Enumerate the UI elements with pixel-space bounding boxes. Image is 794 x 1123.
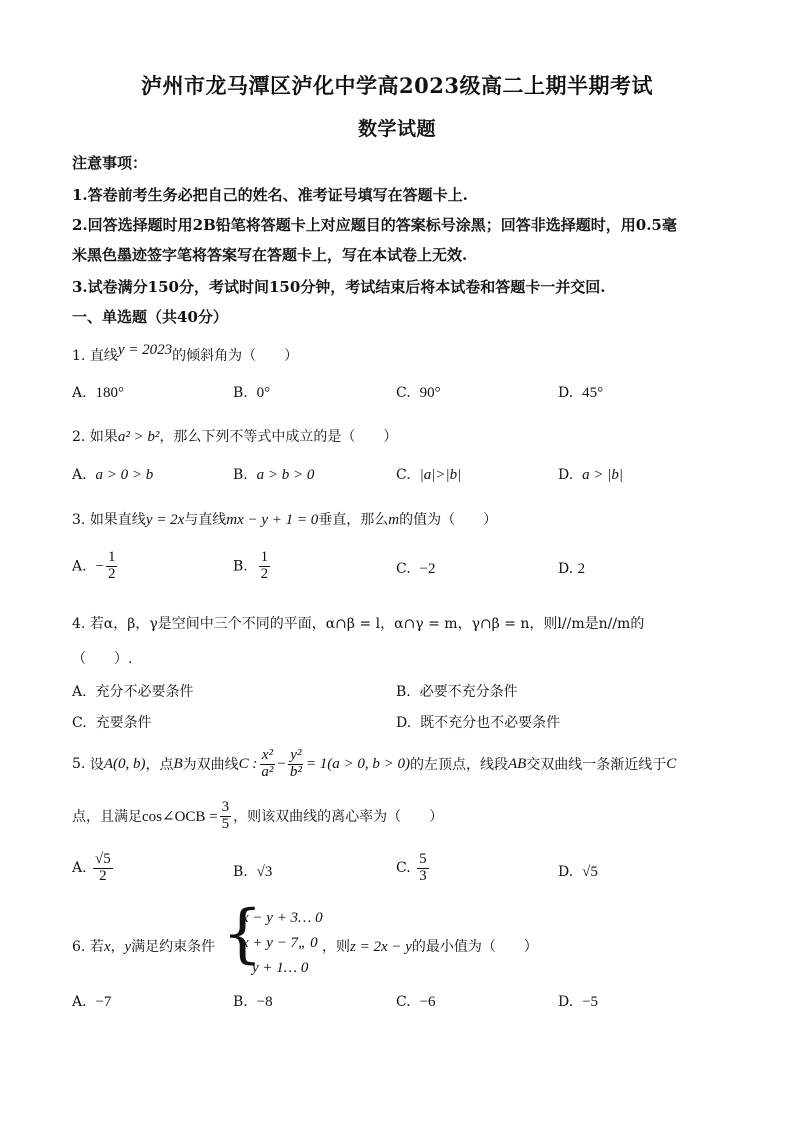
notice-item-2-cont: 米黑色墨迹签字笔将答案写在答题卡上，写在本试卷上无效.: [72, 246, 468, 264]
notice-item-3: 3.试卷满分150分，考试时间150分钟，考试结束后将本试卷和答题卡一并交回.: [72, 278, 606, 296]
question-1: [72, 342, 299, 365]
option-1a: A. 180°: [72, 385, 124, 401]
constraint-3: y + 1… 0: [252, 960, 309, 976]
constraint-1: x − y + 3… 0: [242, 910, 323, 926]
option-4c: C. 充要条件: [72, 715, 152, 731]
option-2a: A. a > 0 > b: [72, 467, 154, 483]
notice-item-1: 1.答卷前考生务必把自己的姓名、准考证号填写在答题卡上.: [72, 186, 468, 204]
option-1b: B. 0°: [233, 385, 271, 401]
section-heading-single-choice: 一、单选题（共40分）: [72, 308, 228, 326]
option-3c: C. −2: [396, 561, 436, 577]
question-6-cont: ，则z = 2x − y的最小值为（ ）: [322, 939, 538, 955]
question-6: 6. 若x，y满足约束条件: [72, 939, 216, 955]
option-4b: B. 必要不充分条件: [396, 684, 518, 700]
constraint-2: x + y − 7„ 0: [242, 935, 318, 951]
math-expression: y = 2023: [117, 342, 173, 358]
option-6d: D. −5: [558, 994, 599, 1010]
question-text: 直线: [89, 348, 118, 364]
question-text: 的倾斜角为（ ）: [172, 348, 299, 364]
option-5b: B. √3: [233, 864, 273, 880]
option-4a: A. 充分不必要条件: [72, 684, 194, 700]
option-5c: C. $\frac{5}{3}$: [396, 851, 427, 884]
math-expression: a² > b²: [117, 429, 160, 445]
option-5d: D. √5: [558, 864, 598, 880]
question-number: 1.: [72, 348, 86, 364]
option-2d: D. a > |b|: [558, 467, 623, 483]
option-3b: B. $\frac{1}{2}$: [233, 549, 269, 582]
question-2: 2. 如果a² > b²，那么下列不等式中成立的是（ ）: [72, 429, 398, 445]
option-6b: B. −8: [233, 994, 273, 1010]
notice-item-2: 2.回答选择题时用2B铅笔将答题卡上对应题目的答案标号涂黑；回答非选择题时，用0.5毫: [72, 216, 677, 234]
question-4: 4. 若α，β，γ是空间中三个不同的平面，α∩β = l，α∩γ = m，γ∩β = n，则l//m是n//m的: [72, 616, 645, 632]
question-5: 5. 设 A(0, b) ，点 B 为双曲线 C : $\frac{\text{x²}}{\text{a²}}$ − $\frac{\text{y²}}{\text{b²}}$ = 1(a > 0, b > 0) 的左顶点，线段 AB 交双曲线一条渐近线于 C: [72, 747, 677, 780]
option-3d: D. 2: [558, 561, 586, 577]
option-4d: D. 既不充分也不必要条件: [396, 715, 561, 731]
option-5a: A. $\frac{√5}{2}$: [72, 851, 111, 884]
notice-heading: 注意事项：: [72, 154, 148, 172]
option-2b: B. a > b > 0: [233, 467, 315, 483]
question-5-cont: 点，且满足 cos∠OCB = $\frac{3}{5}$ ，则该双曲线的离心率为（ ）: [72, 799, 444, 832]
question-3: 3. 如果直线y = 2x与直线mx − y + 1 = 0垂直，那么m的值为（ ）: [72, 512, 498, 528]
option-1c: C. 90°: [396, 385, 441, 401]
constraint-brace: {: [222, 897, 263, 971]
option-3a: A. − $\frac{1}{2}$: [72, 549, 116, 582]
exam-title: 泸州市龙马潭区泸化中学高2023级高二上期半期考试: [141, 73, 653, 98]
exam-subtitle: 数学试题: [357, 118, 436, 140]
question-4-cont: （ ）.: [72, 651, 133, 667]
option-6a: A. −7: [72, 994, 112, 1010]
option-1d: D. 45°: [558, 385, 604, 401]
option-6c: C. −6: [396, 994, 436, 1010]
option-2c: C. |a|>|b|: [396, 467, 462, 483]
